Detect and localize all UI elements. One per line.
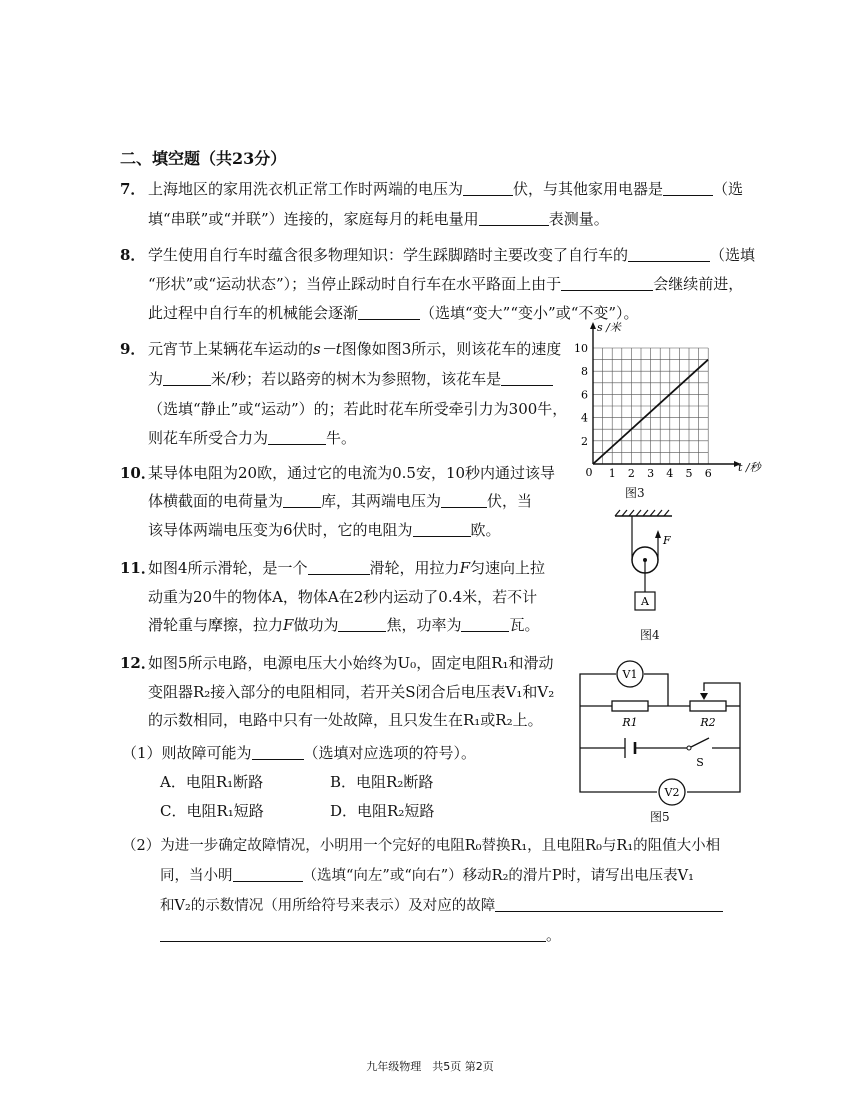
force-label: F [663, 534, 671, 547]
y-tick-label: 2 [581, 434, 588, 448]
q9-blank1[interactable] [163, 370, 211, 386]
q11-number: 11． [120, 559, 156, 577]
q7-line2: 填“串联”或“并联”）连接的，家庭每月的耗电量用 表测量。 [148, 210, 609, 228]
q10-blank2[interactable] [441, 492, 487, 508]
q9-line2: 为 米/秒；若以路旁的树木为参照物，该花车是 [148, 368, 553, 389]
page-footer: 九年级物理 共5页 第2页 [366, 1060, 494, 1073]
q8-blank3[interactable] [358, 304, 420, 320]
x-tick-label: 3 [647, 467, 655, 480]
q11-line2: 动重为20牛的物体A，物体A在2秒内运动了0.4米，若不计 [148, 588, 538, 606]
q10-blank1[interactable] [283, 492, 321, 508]
figure-4-caption: 图4 [640, 628, 660, 642]
q12-blank3[interactable] [495, 896, 723, 912]
voltmeter-v1-label: V1 [622, 668, 638, 681]
q8-blank1[interactable] [628, 246, 710, 262]
switch-label: S [696, 756, 704, 769]
q11-blank3[interactable] [461, 616, 509, 632]
q9-blank2[interactable] [501, 370, 553, 386]
figure-5-caption: 图5 [650, 810, 670, 824]
q12-line1: 如图5所示电路，电源电压大小始终为U₀，固定电阻R₁和滑动 [148, 654, 554, 672]
switch-pivot [687, 746, 691, 750]
q9-number: 9． [120, 340, 146, 358]
wire-left [580, 674, 657, 792]
q12-option-c: C．电阻R₁短路 [160, 802, 264, 820]
ceiling-hatch [615, 510, 669, 516]
slider-p [700, 693, 708, 700]
q7-line1: 上海地区的家用洗衣机正常工作时两端的电压为 伏，与其他家用电器是 （选 [148, 180, 744, 198]
rheostat-r2-label: R2 [700, 716, 716, 729]
q12-part2-line4: 。 [160, 924, 561, 945]
q8-number: 8． [120, 246, 146, 264]
q12-blank2[interactable] [233, 866, 303, 882]
q8-line1: 学生使用自行车时蕴含很多物理知识：学生踩脚踏时主要改变了自行车的 （选填 [148, 246, 756, 264]
y-tick-label: 6 [581, 388, 588, 402]
block-label: A [641, 595, 649, 608]
q7-blank3[interactable] [479, 210, 549, 226]
q12-part1: （1）则故障可能为 （选填对应选项的符号）。 [122, 744, 477, 762]
q11-line3: 滑轮重与摩擦，拉力F做功为 焦，功率为 瓦。 [148, 616, 540, 634]
q12-option-d: D．电阻R₂短路 [330, 802, 435, 820]
switch-s [691, 738, 709, 747]
voltmeter-v2-label: V2 [664, 786, 680, 799]
q12-part2-line3: 和V₂的示数情况（用所给符号来表示）及对应的故障 [160, 894, 723, 915]
q10-line2: 体横截面的电荷量为 库，其两端电压为 伏，当 [148, 492, 533, 510]
y-axis-label: s /米 [597, 321, 621, 334]
q7-blank2[interactable] [663, 180, 713, 196]
x-tick-label: 4 [666, 467, 674, 480]
q12-number: 12． [120, 654, 156, 672]
q8-line2: “形状”或“运动状态”）；当停止踩动时自行车在水平路面上由于 会继续前进， [148, 275, 744, 293]
figure-4-pulley [600, 508, 690, 623]
q11-line1: 如图4所示滑轮，是一个 滑轮，用拉力F匀速向上拉 [148, 559, 545, 577]
q7-number: 7． [120, 180, 146, 198]
q7-blank1[interactable] [463, 180, 513, 196]
q9-line4: 则花车所受合力为 牛。 [148, 429, 357, 447]
force-arrow [655, 530, 661, 538]
q9-line1: 元宵节上某辆花车运动的s－t图像如图3所示，则该花车的速度 [148, 340, 562, 358]
q9-blank3[interactable] [268, 429, 326, 445]
y-tick-label: 10 [574, 342, 588, 355]
q9-line3: （选填“静止”或“运动”）的；若此时花车所受牵引力为300牛， [148, 400, 568, 418]
resistor-r1 [612, 701, 648, 711]
q10-line3: 该导体两端电压变为6伏时，它的电阻为 欧。 [148, 521, 501, 539]
rheostat-r2 [690, 701, 726, 711]
q12-blank1[interactable] [252, 744, 304, 760]
q10-blank3[interactable] [413, 521, 471, 537]
chart-grid [593, 348, 708, 464]
figure-3-chart [560, 310, 770, 500]
q12-line2: 变阻器R₂接入部分的电阻相同，若开关S闭合后电压表V₁和V₂ [148, 683, 555, 701]
x-tick-label: 2 [627, 467, 635, 480]
q12-line3: 的示数相同，电路中只有一处故障，且只发生在R₁或R₂上。 [148, 711, 543, 729]
chart-tick-labels [574, 342, 712, 480]
x-axis-label: t /秒 [738, 461, 761, 474]
q12-blank4[interactable] [160, 926, 546, 942]
y-tick-label: 8 [581, 365, 588, 379]
q12-part2-line1: （2）为进一步确定故障情况，小明用一个完好的电阻R₀替换R₁，且电阻R₀与R₁的阻值大小相 [122, 838, 721, 854]
x-tick-label: 1 [608, 467, 616, 480]
figure-5-circuit [572, 656, 747, 806]
origin-label: 0 [585, 466, 593, 479]
section-title: 二、填空题（共23分） [120, 149, 287, 168]
x-tick-label: 6 [704, 467, 712, 480]
x-tick-label: 5 [685, 467, 693, 480]
q11-blank2[interactable] [338, 616, 386, 632]
q10-number: 10． [120, 464, 156, 482]
q12-part2-line2: 同，当小明 （选填“向左”或“向右”）移动R₂的滑片P时，请写出电压表V₁ [160, 868, 694, 884]
q8-blank2[interactable] [561, 275, 653, 291]
y-tick-label: 4 [581, 411, 588, 425]
q12-option-b: B．电阻R₂断路 [330, 773, 434, 791]
q11-blank1[interactable] [308, 559, 370, 575]
q8-line3: 此过程中自行车的机械能会逐渐 （选填“变大”“变小”或“不变”）。 [148, 304, 639, 322]
resistor-r1-label: R1 [622, 716, 638, 729]
figure-3-caption: 图3 [625, 486, 645, 500]
q12-option-a: A．电阻R₁断路 [160, 773, 264, 791]
wire-right [687, 683, 740, 792]
q10-line1: 某导体电阻为20欧，通过它的电流为0.5安，10秒内通过该导 [148, 464, 556, 482]
